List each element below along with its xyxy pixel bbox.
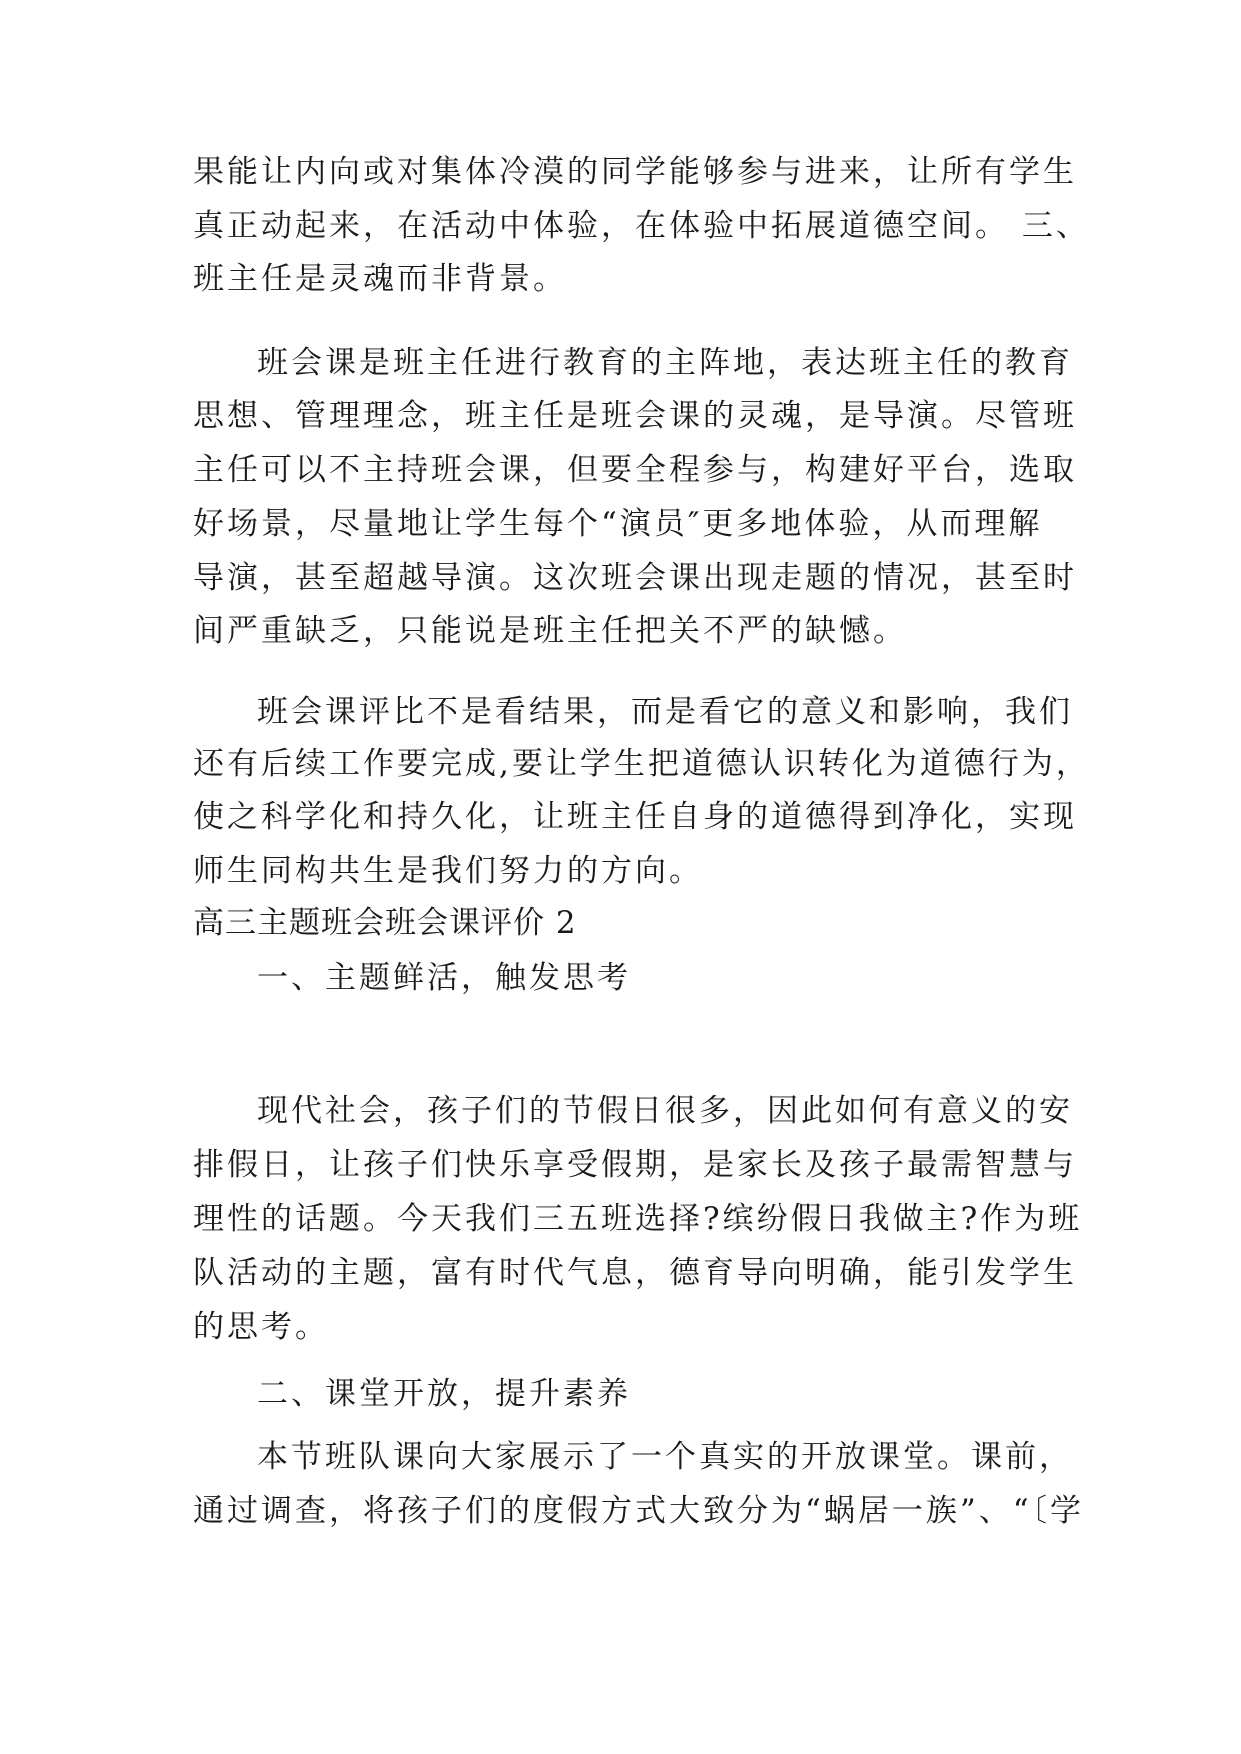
paragraph-first-line: 班会课是班主任进行教育的主阵地，表达班主任的教育 <box>257 345 1073 381</box>
text-line: 排假日，让孩子们快乐享受假期，是家长及孩子最需智慧与 <box>193 1147 1077 1183</box>
text-line: 师生同构共生是我们努力的方向。 <box>193 853 703 889</box>
text-line: 班主任是灵魂而非背景。 <box>193 261 567 297</box>
section-heading: 二、课堂开放，提升素养 <box>257 1376 631 1412</box>
text-line: 使之科学化和持久化，让班主任自身的道德得到净化，实现 <box>193 799 1077 835</box>
text-line: 导演，甚至超越导演。这次班会课出现走题的情况，甚至时 <box>193 560 1077 596</box>
section-heading: 一、主题鲜活，触发思考 <box>257 960 631 996</box>
text-line: 思想、管理理念，班主任是班会课的灵魂，是导演。尽管班 <box>193 398 1077 434</box>
text-line: 还有后续工作要完成,要让学生把道德认识转化为道德行为， <box>193 746 1090 782</box>
paragraph-first-line: 现代社会，孩子们的节假日很多，因此如何有意义的安 <box>257 1093 1073 1129</box>
text-line: 主任可以不主持班会课，但要全程参与，构建好平台，选取 <box>193 452 1077 488</box>
text-line: 真正动起来，在活动中体验，在体验中拓展道德空间。 三、 <box>193 208 1090 244</box>
paragraph-first-line: 班会课评比不是看结果，而是看它的意义和影响，我们 <box>257 694 1073 730</box>
text-line: 间严重缺乏，只能说是班主任把关不严的缺憾。 <box>193 613 907 649</box>
text-line: 理性的话题。今天我们三五班选择?缤纷假日我做主?作为班 <box>193 1201 1083 1237</box>
text-line: 通过调查，将孩子们的度假方式大致分为“蜗居一族”、“〔学 <box>193 1493 1085 1529</box>
text-line: 的思考。 <box>193 1309 329 1345</box>
text-line: 好场景，尽量地让学生每个“演员″更多地体验，从而理解 <box>193 506 1043 542</box>
text-line: 队活动的主题，富有时代气息，德育导向明确，能引发学生 <box>193 1255 1077 1291</box>
paragraph-first-line: 本节班队课向大家展示了一个真实的开放课堂。课前， <box>257 1439 1073 1475</box>
section-title: 高三主题班会班会课评价 2 <box>193 905 577 941</box>
text-line: 果能让内向或对集体冷漠的同学能够参与进来，让所有学生 <box>193 154 1077 190</box>
